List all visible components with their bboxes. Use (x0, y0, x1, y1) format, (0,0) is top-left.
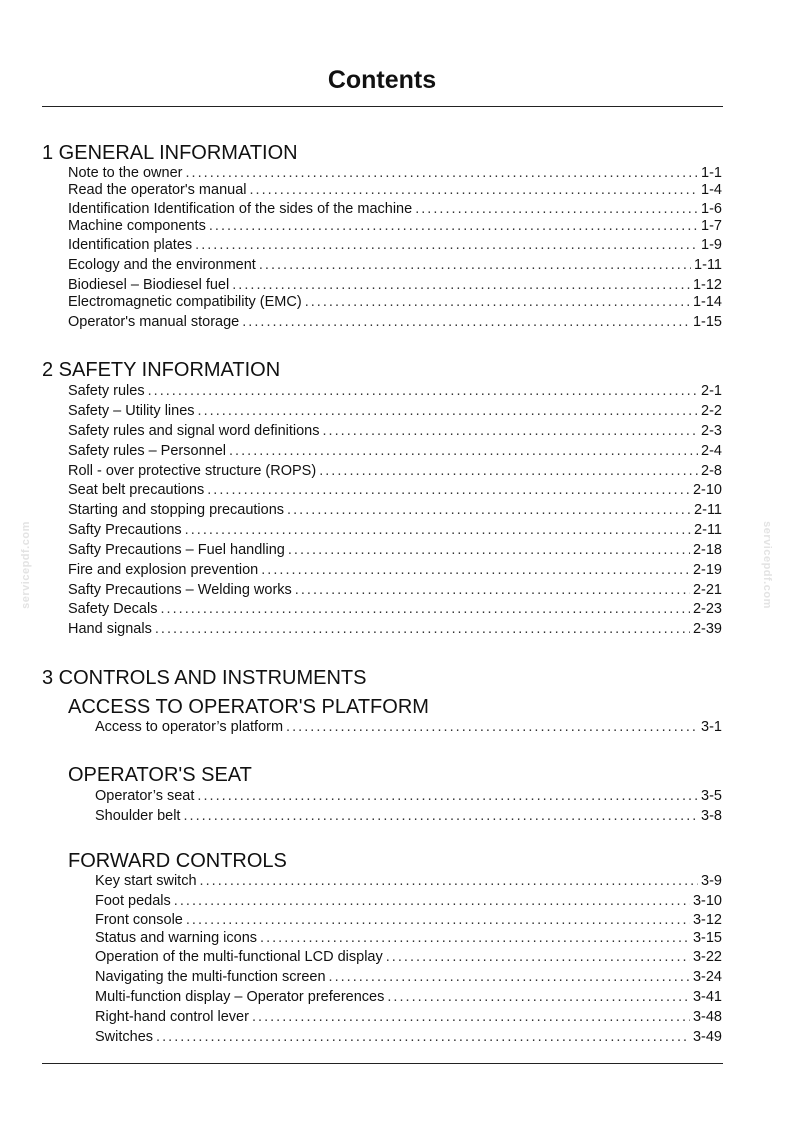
toc-entry-label: Status and warning icons (95, 930, 258, 946)
toc-entry-label: Electromagnetic compatibility (EMC) (68, 294, 302, 310)
toc-entry[interactable] (68, 403, 722, 423)
toc-entry[interactable] (68, 218, 722, 238)
toc-entry-page: 2-3 (701, 423, 722, 439)
toc-entry[interactable] (95, 1029, 722, 1049)
toc-entry-label: Safety rules (68, 383, 145, 399)
toc-entry-label: Switches (95, 1029, 154, 1045)
bottom-divider (42, 1063, 723, 1064)
dot-leader (261, 562, 690, 578)
toc-entry-page: 3-15 (692, 930, 722, 946)
toc-entry-page: 3-48 (692, 1009, 722, 1025)
dot-leader (156, 1029, 690, 1045)
watermark-right: servicepdf.com (761, 521, 773, 609)
dot-leader (305, 294, 690, 310)
dot-leader (209, 218, 698, 234)
toc-entry[interactable] (68, 237, 722, 257)
toc-entry-label: Hand signals (68, 621, 152, 637)
dot-leader (200, 873, 699, 889)
dot-leader (386, 949, 690, 965)
toc-entry-page: 2-4 (701, 443, 722, 459)
toc-entry[interactable] (68, 502, 722, 522)
dot-leader (329, 969, 690, 985)
toc-entry[interactable] (68, 257, 722, 277)
toc-entry-page: 2-8 (701, 463, 722, 479)
toc-entry-label: Safty Precautions – Welding works (68, 582, 292, 598)
toc-entry-label: Safety rules and signal word definitions (68, 423, 320, 439)
subsection-heading-access-to-operators-platform: ACCESS TO OPERATOR'S PLATFORM (68, 696, 429, 718)
toc-entry-label: Ecology and the environment (68, 257, 256, 273)
dot-leader (260, 930, 690, 946)
toc-entry-page: 2-2 (701, 403, 722, 419)
subsection-heading-forward-controls: FORWARD CONTROLS (68, 850, 287, 872)
dot-leader (186, 912, 690, 928)
dot-leader (197, 788, 698, 804)
toc-entry-label: Multi-function display – Operator preferences (95, 989, 385, 1005)
toc-entry-page: 3-9 (701, 873, 722, 889)
dot-leader (185, 522, 691, 538)
toc-entry-page: 1-14 (692, 294, 722, 310)
toc-entry-page: 3-8 (701, 808, 722, 824)
dot-leader (229, 443, 698, 459)
toc-entry[interactable] (68, 522, 722, 542)
toc-entry[interactable] (95, 930, 722, 950)
toc-entry-page: 1-4 (701, 182, 722, 198)
toc-entry[interactable] (95, 788, 722, 808)
dot-leader (286, 719, 698, 735)
dot-leader (155, 621, 690, 637)
dot-leader (322, 423, 698, 439)
toc-entry[interactable] (68, 383, 722, 403)
toc-entry-label: Front console (95, 912, 183, 928)
dot-leader (198, 403, 699, 419)
toc-entry-label: Machine components (68, 218, 206, 234)
toc-entry-page: 1-11 (694, 257, 722, 273)
toc-entry-page: 3-41 (692, 989, 722, 1005)
dot-leader (295, 582, 690, 598)
toc-entry-label: Seat belt precautions (68, 482, 205, 498)
dot-leader (387, 989, 690, 1005)
toc-entry[interactable] (95, 949, 722, 969)
watermark-left: servicepdf.com (20, 521, 32, 609)
toc-entry-label: Note to the owner (68, 165, 183, 181)
toc-entry-label: Fire and explosion prevention (68, 562, 259, 578)
toc-entry-label: Safety Decals (68, 601, 158, 617)
toc-entry[interactable] (68, 463, 722, 483)
toc-entry[interactable] (68, 294, 722, 314)
subsection-heading-operators-seat: OPERATOR'S SEAT (68, 764, 252, 786)
toc-entry-page: 1-9 (701, 237, 722, 253)
toc-entry-page: 2-19 (692, 562, 722, 578)
section-heading-controls-and-instruments: 3 CONTROLS AND INSTRUMENTS (42, 667, 367, 689)
toc-entry[interactable] (68, 601, 722, 621)
dot-leader (319, 463, 698, 479)
dot-leader (288, 542, 690, 558)
dot-leader (252, 1009, 690, 1025)
toc-entry-page: 2-10 (692, 482, 722, 498)
toc-entry-label: Safety rules – Personnel (68, 443, 226, 459)
toc-entry-page: 2-11 (694, 522, 722, 538)
toc-entry-label: Read the operator's manual (68, 182, 247, 198)
section-heading-safety-information: 2 SAFETY INFORMATION (42, 359, 281, 381)
toc-entry-page: 1-7 (701, 218, 722, 234)
dot-leader (242, 314, 690, 330)
toc-entry-page: 1-12 (692, 277, 722, 293)
toc-entry-page: 2-23 (692, 601, 722, 617)
toc-entry-page: 1-1 (701, 165, 722, 181)
toc-entry[interactable] (68, 314, 722, 334)
toc-entry-label: Foot pedals (95, 893, 171, 909)
toc-entry[interactable] (68, 542, 722, 562)
toc-entry-label: Identification Identification of the sides of the machine (68, 201, 413, 217)
top-divider (42, 106, 723, 107)
toc-entry[interactable] (68, 582, 722, 602)
toc-entry-label: Operator's manual storage (68, 314, 240, 330)
toc-entry[interactable] (95, 1009, 722, 1029)
dot-leader (148, 383, 698, 399)
toc-entry-label: Safty Precautions (68, 522, 182, 538)
dot-leader (415, 201, 698, 217)
toc-entry-page: 3-10 (692, 893, 722, 909)
toc-entry-label: Safety – Utility lines (68, 403, 195, 419)
dot-leader (185, 165, 698, 181)
toc-entry-label: Operation of the multi-functional LCD display (95, 949, 383, 965)
toc-entry-page: 3-12 (692, 912, 722, 928)
toc-entry[interactable] (68, 443, 722, 463)
toc-entry-page: 2-39 (692, 621, 722, 637)
toc-entry-page: 3-1 (701, 719, 722, 735)
dot-leader (160, 601, 690, 617)
toc-entry-page: 3-22 (692, 949, 722, 965)
toc-entry-label: Navigating the multi-function screen (95, 969, 326, 985)
toc-entry-label: Operator’s seat (95, 788, 195, 804)
toc-entry[interactable] (95, 989, 722, 1009)
toc-entry[interactable] (95, 719, 722, 739)
toc-entry-label: Identification plates (68, 237, 193, 253)
toc-entry-page: 1-6 (701, 201, 722, 217)
toc-entry-page: 3-5 (701, 788, 722, 804)
toc-entry-label: Safty Precautions – Fuel handling (68, 542, 285, 558)
toc-entry-label: Biodiesel – Biodiesel fuel (68, 277, 230, 293)
dot-leader (259, 257, 691, 273)
toc-entry-page: 3-49 (692, 1029, 722, 1045)
dot-leader (183, 808, 698, 824)
toc-entry[interactable] (68, 423, 722, 443)
dot-leader (250, 182, 699, 198)
section-heading-general-information: 1 GENERAL INFORMATION (42, 142, 298, 164)
toc-entry[interactable] (95, 912, 722, 932)
toc-entry[interactable] (68, 562, 722, 582)
toc-entry-label: Access to operator’s platform (95, 719, 284, 735)
toc-entry-page: 2-21 (692, 582, 722, 598)
toc-entry-label: Right-hand control lever (95, 1009, 249, 1025)
toc-entry-label: Shoulder belt (95, 808, 181, 824)
toc-entry-page: 2-1 (701, 383, 722, 399)
toc-entry-page: 3-24 (692, 969, 722, 985)
toc-entry-label: Roll - over protective structure (ROPS) (68, 463, 317, 479)
toc-entry[interactable] (68, 482, 722, 502)
dot-leader (232, 277, 690, 293)
dot-leader (287, 502, 691, 518)
toc-entry-page: 1-15 (692, 314, 722, 330)
toc-entry-label: Key start switch (95, 873, 197, 889)
dot-leader (207, 482, 690, 498)
toc-entry[interactable] (95, 808, 722, 828)
dot-leader (174, 893, 690, 909)
page-title: Contents (327, 66, 437, 94)
toc-entry-page: 2-18 (692, 542, 722, 558)
toc-entry[interactable] (68, 182, 722, 202)
toc-entry[interactable] (95, 873, 722, 893)
dot-leader (195, 237, 698, 253)
toc-entry-label: Starting and stopping precautions (68, 502, 285, 518)
toc-entry-page: 2-11 (694, 502, 722, 518)
toc-entry[interactable] (95, 969, 722, 989)
toc-entry[interactable] (95, 893, 722, 913)
toc-entry[interactable] (68, 621, 722, 641)
